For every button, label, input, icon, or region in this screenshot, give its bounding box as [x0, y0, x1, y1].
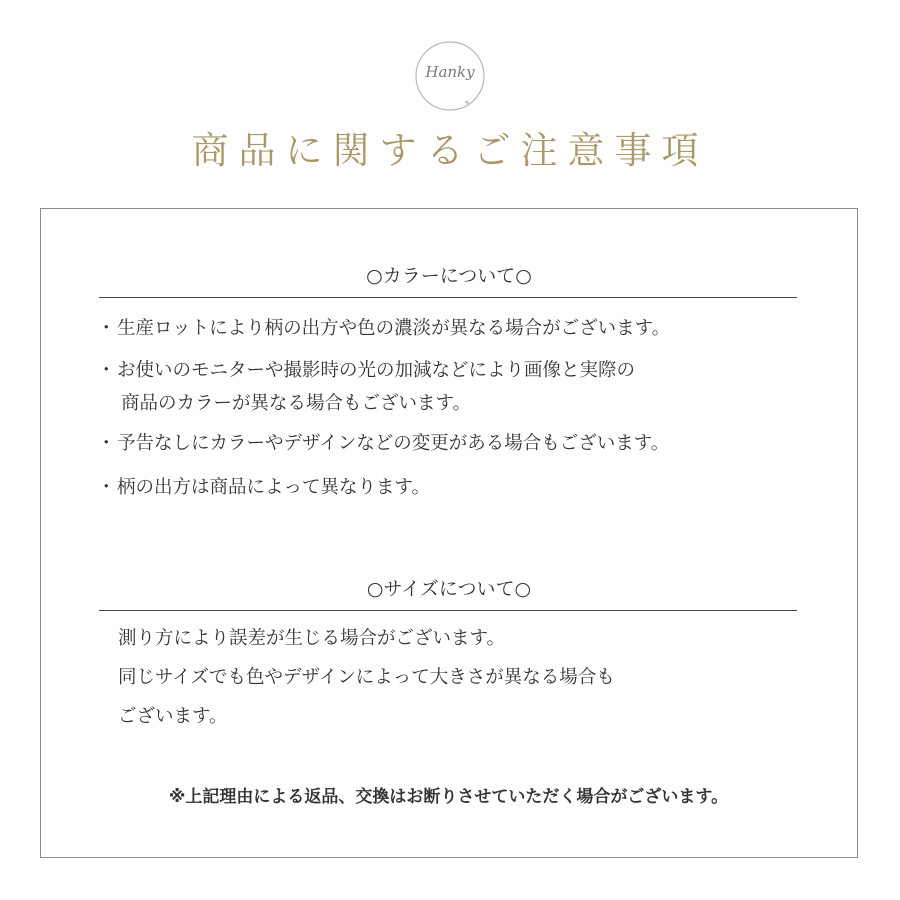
color-section-heading: ○カラーについて○ — [366, 265, 532, 287]
color-item-4 — [97, 470, 430, 506]
brand-logo — [414, 40, 486, 112]
color-item-1 — [97, 311, 670, 347]
size-section-heading: ○サイズについて○ — [366, 578, 532, 600]
size-line-1: 測り方により誤差が生じる場合がございます。 — [118, 628, 506, 649]
bullet-mark: ・ — [97, 433, 116, 454]
color-item-1-text: 生産ロットにより柄の出方や色の濃淡が異なる場合がございます。 — [117, 318, 671, 339]
size-line-2: 同じサイズでも色やデザインによって大きさが異なる場合も — [118, 667, 615, 688]
page-title: 商品に関するご注意事項 — [191, 129, 709, 172]
bullet-mark: ・ — [97, 318, 116, 339]
size-line-3: ございます。 — [118, 706, 228, 727]
size-section-divider — [99, 610, 797, 611]
bullet-mark: ・ — [97, 477, 116, 498]
color-item-3-text: 予告なしにカラーやデザインなどの変更がある場合もございます。 — [117, 433, 670, 454]
footer-note: ※上記理由による返品、交換はお断りさせていただく場合がございます。 — [168, 787, 729, 807]
color-item-3 — [97, 426, 669, 462]
notice-box — [40, 208, 858, 858]
color-item-2 — [97, 353, 635, 389]
color-item-4-text: 柄の出方は商品によって異なります。 — [117, 477, 431, 498]
color-section-divider — [99, 297, 797, 298]
logo-text: Hanky — [425, 63, 475, 81]
color-item-2-text: お使いのモニターや撮影時の光の加減などにより画像と実際の — [117, 360, 636, 381]
color-item-2-continuation: 商品のカラーが異なる場合もございます。 — [121, 393, 472, 414]
bullet-mark: ・ — [97, 360, 116, 381]
